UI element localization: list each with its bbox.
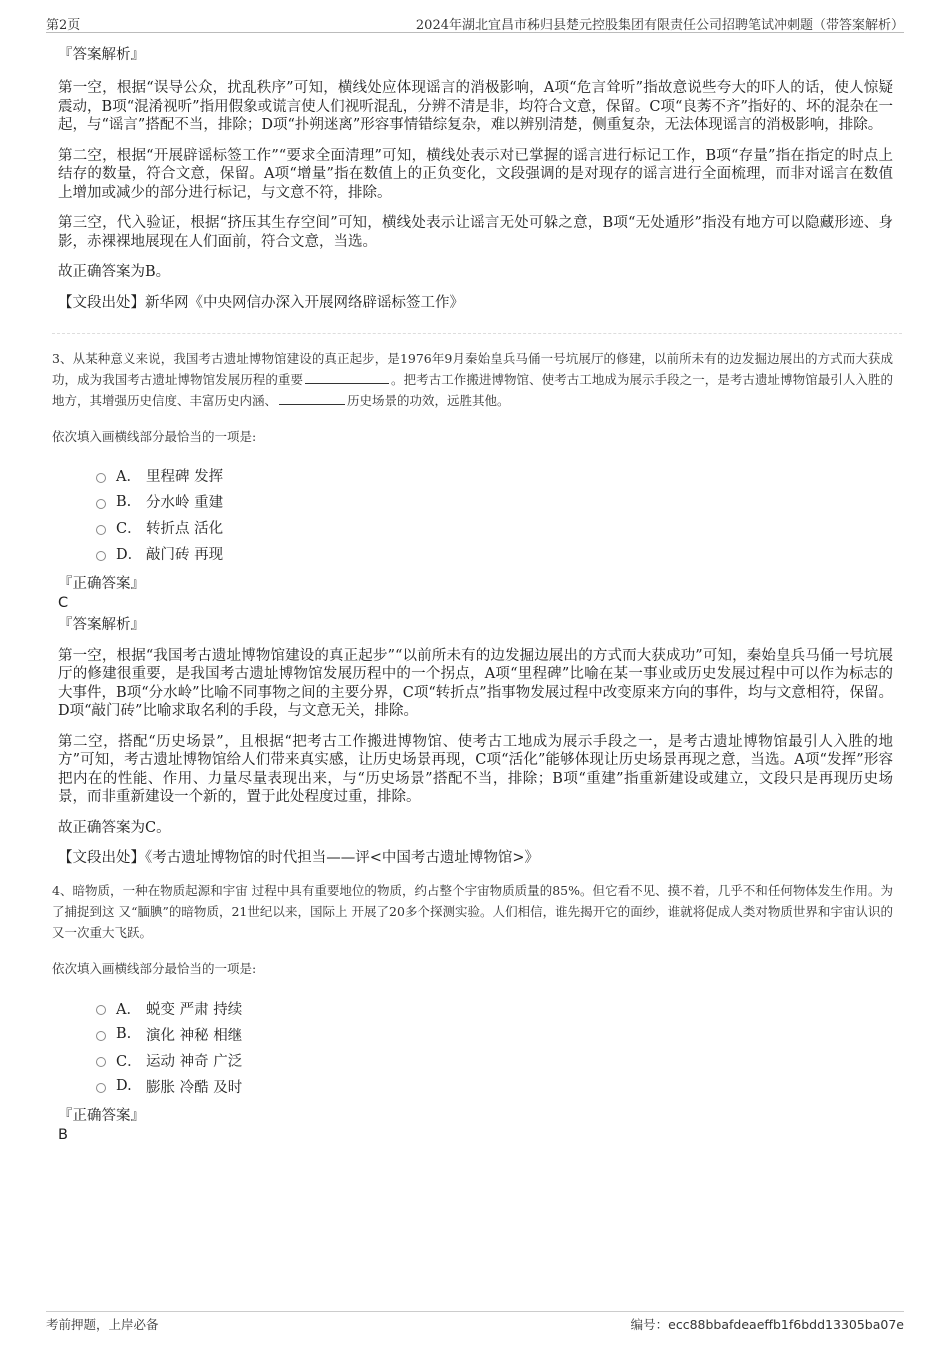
option-b[interactable]: B. 分水岭 重建 bbox=[96, 489, 893, 515]
correct-answer-heading: 『正确答案』 bbox=[58, 575, 145, 592]
analysis-conclusion: 故正确答案为B。 bbox=[58, 264, 171, 280]
analysis-paragraph: 第三空，代入验证，根据“挤压其生存空间”可知，横线处表示让谣言无处可躲之意，B项“无处遁形”指没有地方可以隐藏形迹、身影，赤裸裸地展现在人们面前，符合文意，当选。 bbox=[58, 215, 893, 250]
footer-slogan: 考前押题，上岸必备 bbox=[46, 1317, 159, 1332]
source-citation: 【文段出处】《考古遗址博物馆的时代担当——评<中国考古遗址博物馆>》 bbox=[58, 850, 540, 866]
analysis-paragraph: 第一空，根据“误导公众，扰乱秩序”可知，横线处应体现谣言的消极影响，A项“危言耸听”指故意说些夸大的吓人的话，使人惊疑震动，B项“混淆视听”指用假象或谎言使人们视听混乱，分辨不清是非，均符合文意，保留。C项“良莠不齐”指好的、坏的混杂在一起，与“谣言”搭配不当，排除；D项“扑朔迷离”形容事情错综复杂，难以辨别清楚，侧重复杂，无法体现谣言的消极影响，排除。 bbox=[58, 80, 893, 133]
analysis-heading: 『答案解析』 bbox=[58, 616, 145, 633]
analysis-paragraph: 第二空，搭配“历史场景”，且根据“把考古工作搬进博物馆、使考古工地成为展示手段之一，是考古遗址博物馆最引人入胜的地方”可知，考古遗址博物馆给人们带来真实感，让历史场景再现，C项“活化”能够体现让历史场景再现之意，当选。A项“发挥”形容把内在的性能、作用、力量尽量表现出来，与“历史场景”搭配不当，排除；B项“重建”指重新建设或建立，文段只是再现历史场景，而非重新建设一个新的，置于此处程度过重，排除。 bbox=[58, 733, 893, 805]
radio-icon[interactable] bbox=[96, 473, 106, 483]
page-number: 第2页 bbox=[46, 18, 81, 33]
question-divider bbox=[52, 333, 902, 334]
radio-icon[interactable] bbox=[96, 551, 106, 561]
option-a[interactable]: A． 里程碑 发挥 bbox=[96, 463, 893, 489]
question-4-text: 4、暗物质，一种在物质起源和宇宙 过程中具有重要地位的物质，约占整个宇宙物质质量的85%。但它看不见、摸不着，几乎不和任何物体发生作用。为了捕捉到这 又“腼腆”的暗物质，21世纪以来，国际上 开展了20多个探测实验。人们相信，谁先揭开它的面纱，谁就将促成人类对物质世界和宇宙认识的又一次重大飞跃。 bbox=[52, 883, 893, 940]
radio-icon[interactable] bbox=[96, 499, 106, 509]
q3-options bbox=[96, 463, 893, 567]
question-prompt: 依次填入画横线部分最恰当的一项是: bbox=[52, 428, 257, 444]
option-a[interactable]: A． 蜕变 严肃 持续 bbox=[96, 995, 893, 1021]
page-footer bbox=[46, 1311, 904, 1332]
correct-answer: C bbox=[58, 594, 69, 611]
correct-answer-heading: 『正确答案』 bbox=[58, 1108, 145, 1124]
question-3-text: 3、从某种意义来说，我国考古遗址博物馆建设的真正起步，是1976年9月秦始皇兵马俑一号坑展厅的修建，以前所未有的边发掘边展出的方式而大获成功，成为我国考古遗址博物馆发展历程的重要 。把考古工作搬进博物馆、使考古工地成为展示手段之一，是考古遗址博物馆最引人入胜的地方，其增强历史信度、丰富历史内涵、 历史场景的功效，远胜其他。 bbox=[52, 350, 893, 408]
radio-icon[interactable] bbox=[96, 1083, 106, 1093]
q4-options bbox=[96, 995, 893, 1099]
question-prompt: 依次填入画横线部分最恰当的一项是: bbox=[52, 961, 257, 976]
option-d[interactable]: D. 膨胀 冷酷 及时 bbox=[96, 1073, 893, 1099]
document-id: 编号：ecc88bbafdeaeffb1f6bdd13305ba07e bbox=[630, 1317, 904, 1332]
radio-icon[interactable] bbox=[96, 1005, 106, 1015]
correct-answer: B bbox=[58, 1127, 68, 1143]
option-c[interactable]: C． 运动 神奇 广泛 bbox=[96, 1047, 893, 1073]
option-d[interactable]: D． 敲门砖 再现 bbox=[96, 541, 893, 567]
radio-icon[interactable] bbox=[96, 1031, 106, 1041]
analysis-heading: 『答案解析』 bbox=[58, 47, 145, 63]
analysis-paragraph: 第二空，根据“开展辟谣标签工作”“要求全面清理”可知，横线处表示对已掌握的谣言进行标记工作，B项“存量”指在指定的时点上结存的数量，符合文意，保留。A项“增量”指在数值上的正负变化，文段强调的是对现存的谣言进行全面梳理，而非对谣言在数值上增加或减少的部分进行标记，与文意不符，排除。 bbox=[58, 147, 893, 201]
radio-icon[interactable] bbox=[96, 525, 106, 535]
analysis-paragraph: 第一空，根据“我国考古遗址博物馆建设的真正起步”“以前所未有的边发掘边展出的方式而大获成功”可知，秦始皇兵马俑一号坑展厅的修建很重要，是我国考古遗址博物馆发展历程中的一个拐点，A项“里程碑”比喻在某一事业或历史发展过程中可以作为标志的大事件，B项“分水岭”比喻不同事物之间的主要分界，C项“转折点”指事物发展过程中改变原来方向的事件，均与文意相符，保留。D项“敲门砖”比喻求取名利的手段，与文意无关，排除。 bbox=[58, 647, 893, 719]
page-header bbox=[46, 12, 904, 33]
fill-blank bbox=[305, 371, 389, 384]
analysis-conclusion: 故正确答案为C。 bbox=[58, 819, 171, 836]
source-citation: 【文段出处】新华网《中央网信办深入开展网络辟谣标签工作》 bbox=[58, 294, 464, 311]
option-b[interactable]: B. 演化 神秘 相继 bbox=[96, 1021, 893, 1047]
document-title: 2024年湖北宜昌市秭归县楚元控股集团有限责任公司招聘笔试冲刺题（带答案解析） bbox=[415, 18, 904, 33]
option-c[interactable]: C． 转折点 活化 bbox=[96, 515, 893, 541]
page-content bbox=[52, 45, 893, 1147]
radio-icon[interactable] bbox=[96, 1057, 106, 1067]
fill-blank bbox=[279, 392, 345, 405]
